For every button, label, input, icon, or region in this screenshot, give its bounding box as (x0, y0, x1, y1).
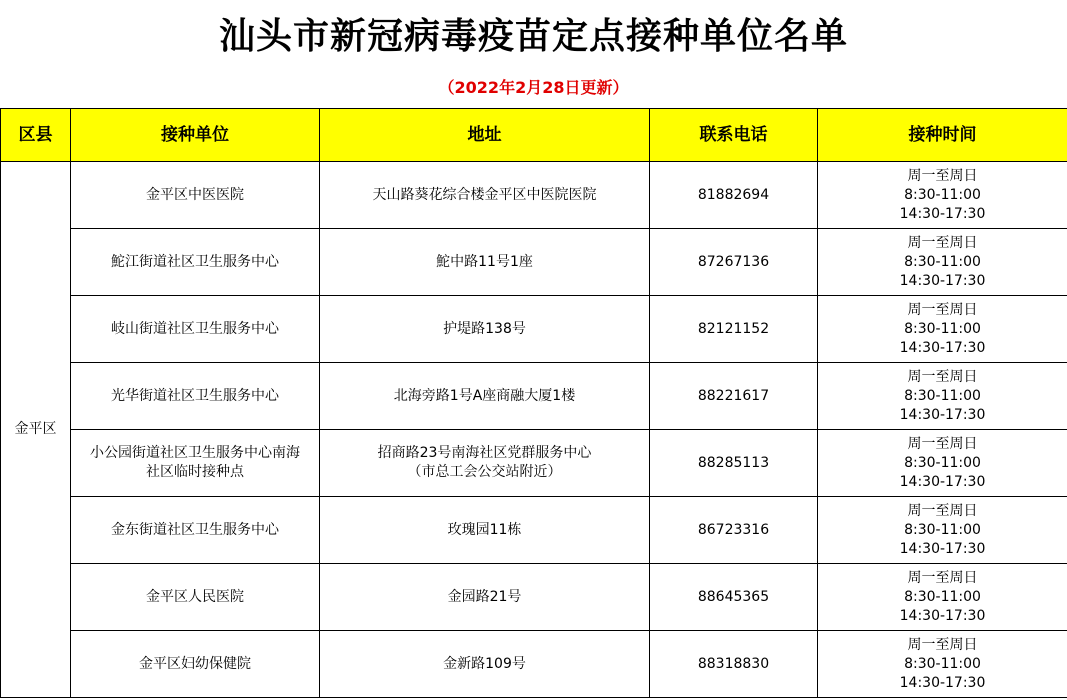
unit-name-line-2: 社区临时接种点 (146, 464, 244, 480)
phone-cell: 88645365 (650, 564, 818, 631)
header-unit: 接种单位 (71, 109, 320, 162)
table-header-row (1, 109, 1067, 162)
hours-days: 周一至周日 (907, 435, 978, 452)
hours-days: 周一至周日 (907, 234, 978, 251)
address-cell: 北海旁路1号A座商融大厦1楼 (320, 363, 650, 430)
phone-cell: 88285113 (650, 430, 818, 497)
unit-name-cell: 金平区中医医院 (71, 162, 320, 229)
phone-cell: 86723316 (650, 497, 818, 564)
hours-cell (818, 363, 1067, 430)
phone-cell: 88318830 (650, 631, 818, 698)
table-row (1, 296, 1067, 363)
hours-days: 周一至周日 (907, 301, 978, 318)
hours-morning: 8:30-11:00 (904, 253, 981, 270)
unit-name-cell (71, 430, 320, 497)
hours-morning: 8:30-11:00 (904, 588, 981, 605)
hours-cell (818, 631, 1067, 698)
table-row (1, 564, 1067, 631)
hours-days: 周一至周日 (907, 569, 978, 586)
hours-afternoon: 14:30-17:30 (899, 674, 986, 691)
phone-cell: 82121152 (650, 296, 818, 363)
hours-afternoon: 14:30-17:30 (899, 272, 986, 289)
address-cell: 金园路21号 (320, 564, 650, 631)
page-title: 汕头市新冠病毒疫苗定点接种单位名单 (218, 15, 848, 57)
unit-name-cell: 金平区妇幼保健院 (71, 631, 320, 698)
header-district: 区县 (1, 109, 71, 162)
hours-cell (818, 162, 1067, 229)
address-line-1: 招商路23号南海社区党群服务中心 (377, 445, 592, 461)
phone-cell: 87267136 (650, 229, 818, 296)
hours-days: 周一至周日 (907, 167, 978, 184)
unit-name-line-1: 小公园街道社区卫生服务中心南海 (90, 445, 300, 461)
update-date-note: （2022年2月28日更新） (438, 78, 629, 97)
address-cell: 鮀中路11号1座 (320, 229, 650, 296)
hours-cell (818, 296, 1067, 363)
hours-days: 周一至周日 (907, 368, 978, 385)
hours-morning: 8:30-11:00 (904, 521, 981, 538)
hours-afternoon: 14:30-17:30 (899, 607, 986, 624)
hours-cell (818, 430, 1067, 497)
table-row (1, 631, 1067, 698)
table-row (1, 162, 1067, 229)
hours-morning: 8:30-11:00 (904, 655, 981, 672)
phone-cell: 88221617 (650, 363, 818, 430)
hours-morning: 8:30-11:00 (904, 186, 981, 203)
hours-afternoon: 14:30-17:30 (899, 406, 986, 423)
header-hours: 接种时间 (818, 109, 1067, 162)
phone-cell: 81882694 (650, 162, 818, 229)
hours-afternoon: 14:30-17:30 (899, 339, 986, 356)
table-row (1, 363, 1067, 430)
hours-afternoon: 14:30-17:30 (899, 205, 986, 222)
hours-morning: 8:30-11:00 (904, 454, 981, 471)
hours-afternoon: 14:30-17:30 (899, 473, 986, 490)
hours-morning: 8:30-11:00 (904, 387, 981, 404)
header-phone: 联系电话 (650, 109, 818, 162)
address-line-2: （市总工会公交站附近） (407, 464, 562, 480)
unit-name-cell: 岐山街道社区卫生服务中心 (71, 296, 320, 363)
hours-cell (818, 497, 1067, 564)
address-cell: 玫瑰园11栋 (320, 497, 650, 564)
table-row (1, 497, 1067, 564)
hours-cell (818, 564, 1067, 631)
address-cell: 天山路葵花综合楼金平区中医院医院 (320, 162, 650, 229)
unit-name-cell: 光华街道社区卫生服务中心 (71, 363, 320, 430)
hours-cell (818, 229, 1067, 296)
hours-days: 周一至周日 (907, 636, 978, 653)
address-cell: 护堤路138号 (320, 296, 650, 363)
table-row (1, 430, 1067, 497)
header-address: 地址 (320, 109, 650, 162)
hours-morning: 8:30-11:00 (904, 320, 981, 337)
address-cell: 金新路109号 (320, 631, 650, 698)
vaccination-units-table (0, 108, 1067, 698)
hours-afternoon: 14:30-17:30 (899, 540, 986, 557)
district-cell: 金平区 (1, 162, 71, 698)
unit-name-cell: 金东街道社区卫生服务中心 (71, 497, 320, 564)
table-row (1, 229, 1067, 296)
unit-name-cell: 鮀江街道社区卫生服务中心 (71, 229, 320, 296)
address-cell (320, 430, 650, 497)
hours-days: 周一至周日 (907, 502, 978, 519)
unit-name-cell: 金平区人民医院 (71, 564, 320, 631)
